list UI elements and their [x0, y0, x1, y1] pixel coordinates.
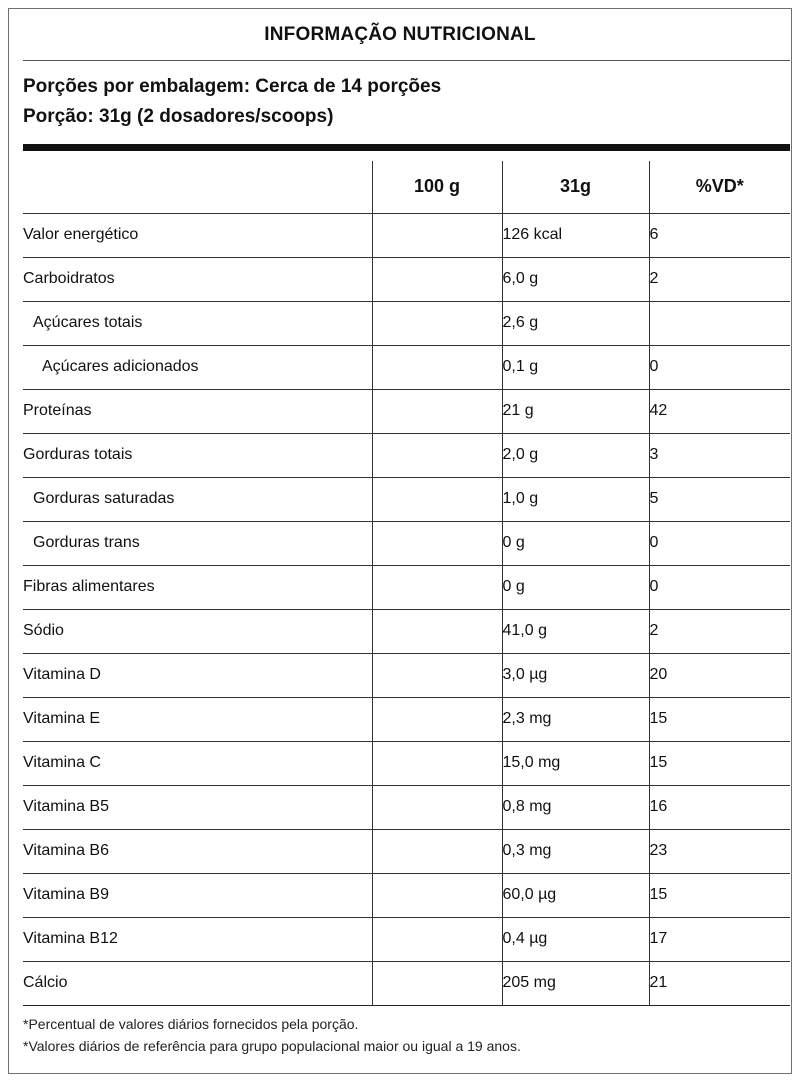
value-daily-percent: 23: [649, 829, 790, 873]
table-row: [23, 521, 790, 565]
value-per-portion: 41,0 g: [502, 609, 649, 653]
value-per-portion: 6,0 g: [502, 257, 649, 301]
value-per-100g: [372, 477, 502, 521]
value-daily-percent: 2: [649, 257, 790, 301]
value-per-portion: 1,0 g: [502, 477, 649, 521]
nutrition-facts-panel: [8, 8, 792, 1074]
value-per-portion: 0,1 g: [502, 345, 649, 389]
value-per-100g: [372, 653, 502, 697]
value-daily-percent: 3: [649, 433, 790, 477]
value-per-portion: 0 g: [502, 521, 649, 565]
table-row: [23, 301, 790, 345]
nutrient-name: Vitamina D: [23, 666, 101, 683]
value-per-100g: [372, 301, 502, 345]
table-row: [23, 829, 790, 873]
value-daily-percent: 0: [649, 565, 790, 609]
value-per-100g: [372, 609, 502, 653]
value-per-100g: [372, 785, 502, 829]
value-per-portion: 126 kcal: [502, 213, 649, 257]
column-header-daily-value: %VD*: [649, 161, 790, 213]
value-daily-percent: 17: [649, 917, 790, 961]
value-per-portion: 0,3 mg: [502, 829, 649, 873]
value-per-100g: [372, 961, 502, 1005]
value-per-portion: 15,0 mg: [502, 741, 649, 785]
table-row: [23, 741, 790, 785]
table-row: [23, 565, 790, 609]
nutrient-name: Fibras alimentares: [23, 578, 155, 595]
column-header-per-portion: 31g: [502, 161, 649, 213]
nutrient-name: Cálcio: [23, 974, 68, 991]
value-per-100g: [372, 565, 502, 609]
nutrient-name: Açúcares adicionados: [42, 358, 199, 375]
value-per-portion: 2,6 g: [502, 301, 649, 345]
nutrient-name: Gorduras trans: [33, 534, 140, 551]
value-per-100g: [372, 433, 502, 477]
table-row: [23, 477, 790, 521]
page-title: INFORMAÇÃO NUTRICIONAL: [264, 24, 536, 45]
footnotes: [23, 1013, 790, 1057]
value-per-100g: [372, 257, 502, 301]
nutrient-name: Vitamina E: [23, 710, 101, 727]
nutrient-name: Vitamina B9: [23, 886, 109, 903]
value-daily-percent: [649, 301, 790, 345]
value-daily-percent: 20: [649, 653, 790, 697]
servings-per-package: Porções por embalagem: Cerca de 14 porções: [23, 76, 442, 97]
nutrient-name: Valor energético: [23, 226, 139, 243]
table-row: [23, 917, 790, 961]
value-per-100g: [372, 741, 502, 785]
value-per-portion: 3,0 µg: [502, 653, 649, 697]
value-per-100g: [372, 345, 502, 389]
nutrient-name: Proteínas: [23, 402, 92, 419]
nutrient-name: Vitamina C: [23, 754, 101, 771]
table-row: [23, 433, 790, 477]
nutrient-name: Açúcares totais: [33, 314, 143, 331]
table-row: [23, 389, 790, 433]
footnote-reference: *Valores diários de referência para grupo populacional maior ou igual a 19 anos.: [23, 1038, 521, 1054]
nutrient-name: Vitamina B5: [23, 798, 109, 815]
value-daily-percent: 0: [649, 521, 790, 565]
value-daily-percent: 16: [649, 785, 790, 829]
value-per-portion: 2,3 mg: [502, 697, 649, 741]
value-per-portion: 205 mg: [502, 961, 649, 1005]
value-per-portion: 0 g: [502, 565, 649, 609]
servings-info: [23, 72, 790, 132]
thick-divider: [23, 144, 790, 151]
table-row: [23, 653, 790, 697]
table-row: [23, 697, 790, 741]
table-row: [23, 257, 790, 301]
nutrition-table: [23, 161, 790, 1006]
column-header-per-100g: 100 g: [372, 161, 502, 213]
value-per-100g: [372, 213, 502, 257]
value-daily-percent: 15: [649, 697, 790, 741]
column-header-nutrient: [23, 161, 372, 213]
value-daily-percent: 15: [649, 741, 790, 785]
table-row: [23, 961, 790, 1005]
value-per-100g: [372, 389, 502, 433]
table-row: [23, 785, 790, 829]
nutrient-name: Gorduras saturadas: [33, 490, 175, 507]
value-daily-percent: 6: [649, 213, 790, 257]
nutrition-table-body: [23, 213, 790, 1005]
nutrient-name: Vitamina B12: [23, 930, 118, 947]
footnote-daily-value: *Percentual de valores diários fornecidos pela porção.: [23, 1016, 359, 1032]
value-daily-percent: 0: [649, 345, 790, 389]
table-row: [23, 213, 790, 257]
value-per-portion: 2,0 g: [502, 433, 649, 477]
value-per-100g: [372, 521, 502, 565]
value-daily-percent: 42: [649, 389, 790, 433]
value-daily-percent: 2: [649, 609, 790, 653]
title-divider: [23, 60, 790, 61]
nutrient-name: Sódio: [23, 622, 64, 639]
table-header-row: [23, 161, 790, 213]
nutrient-name: Vitamina B6: [23, 842, 109, 859]
value-daily-percent: 5: [649, 477, 790, 521]
value-daily-percent: 21: [649, 961, 790, 1005]
value-per-portion: 0,8 mg: [502, 785, 649, 829]
value-per-100g: [372, 873, 502, 917]
value-per-portion: 0,4 µg: [502, 917, 649, 961]
value-daily-percent: 15: [649, 873, 790, 917]
value-per-100g: [372, 697, 502, 741]
nutrient-name: Carboidratos: [23, 270, 115, 287]
serving-size: Porção: 31g (2 dosadores/scoops): [23, 106, 334, 127]
table-row: [23, 873, 790, 917]
value-per-100g: [372, 829, 502, 873]
value-per-portion: 21 g: [502, 389, 649, 433]
nutrient-name: Gorduras totais: [23, 446, 133, 463]
value-per-100g: [372, 917, 502, 961]
table-row: [23, 345, 790, 389]
table-row: [23, 609, 790, 653]
value-per-portion: 60,0 µg: [502, 873, 649, 917]
